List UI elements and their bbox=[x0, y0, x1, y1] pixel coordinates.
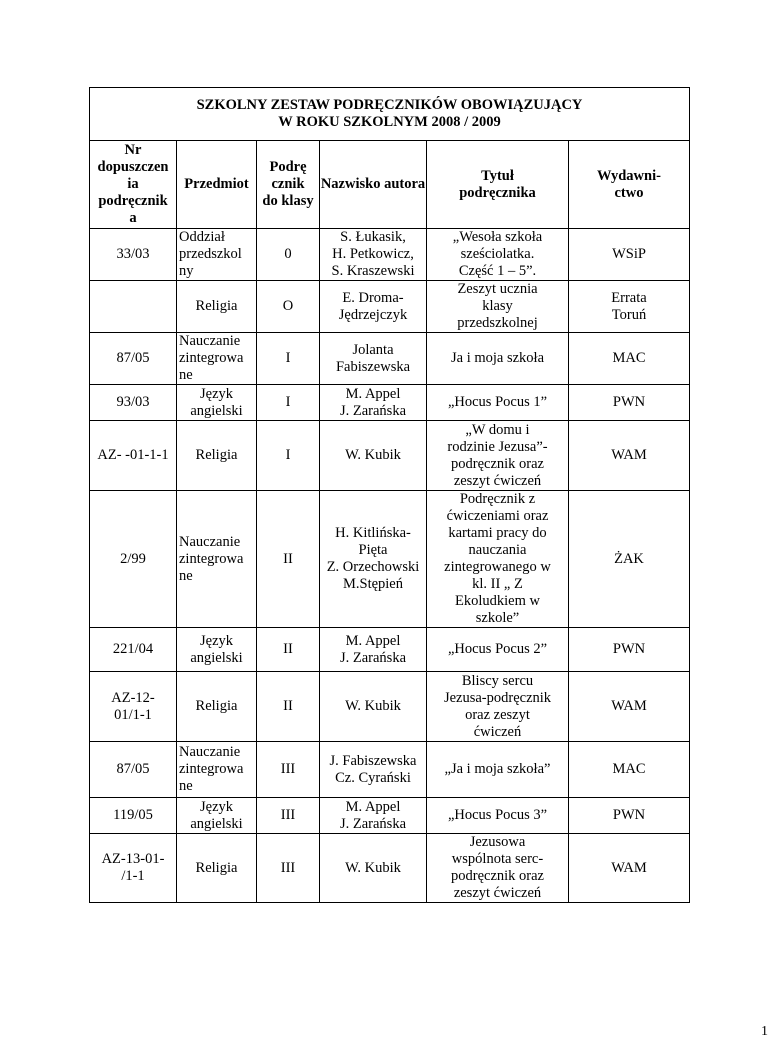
cell-wydawnictwo: MAC bbox=[569, 333, 690, 385]
header-nr: Nr dopuszczen ia podręcznik a bbox=[90, 141, 177, 229]
cell-tytul: „Ja i moja szkoła” bbox=[427, 742, 569, 798]
cell-klasa: 0 bbox=[257, 229, 320, 281]
table-row bbox=[90, 421, 690, 491]
cell-autor: W. Kubik bbox=[320, 672, 427, 742]
cell-nr: 33/03 bbox=[90, 229, 177, 281]
cell-autor: M. Appel J. Zarańska bbox=[320, 628, 427, 672]
table-row bbox=[90, 628, 690, 672]
cell-nr: 93/03 bbox=[90, 385, 177, 421]
cell-tytul: „Wesoła szkoła sześciolatka. Część 1 – 5”. bbox=[427, 229, 569, 281]
cell-nr: 221/04 bbox=[90, 628, 177, 672]
cell-wydawnictwo: ŻAK bbox=[569, 491, 690, 628]
cell-wydawnictwo: Errata Toruń bbox=[569, 281, 690, 333]
cell-przedmiot: Oddział przedszkol ny bbox=[177, 229, 257, 281]
title-line-2: W ROKU SZKOLNYM 2008 / 2009 bbox=[278, 114, 501, 130]
cell-wydawnictwo: WAM bbox=[569, 834, 690, 903]
cell-klasa: III bbox=[257, 798, 320, 834]
cell-autor: M. Appel J. Zarańska bbox=[320, 798, 427, 834]
cell-autor: Jolanta Fabiszewska bbox=[320, 333, 427, 385]
header-tytul: Tytuł podręcznika bbox=[427, 141, 569, 229]
cell-tytul: Bliscy sercu Jezusa-podręcznik oraz zeszyt ćwiczeń bbox=[427, 672, 569, 742]
title-line-1: SZKOLNY ZESTAW PODRĘCZNIKÓW OBOWIĄZUJĄCY bbox=[196, 97, 583, 113]
table-title bbox=[90, 88, 690, 141]
cell-tytul: Podręcznik z ćwiczeniami oraz kartami pracy do nauczania zintegrowanego w kl. II „ Z Ekoludkiem w szkole” bbox=[427, 491, 569, 628]
cell-klasa: I bbox=[257, 421, 320, 491]
cell-przedmiot: Nauczanie zintegrowa ne bbox=[177, 742, 257, 798]
title-row bbox=[90, 88, 690, 141]
table-row bbox=[90, 491, 690, 628]
cell-autor: W. Kubik bbox=[320, 834, 427, 903]
cell-przedmiot: Nauczanie zintegrowa ne bbox=[177, 491, 257, 628]
table-row bbox=[90, 834, 690, 903]
header-klasa: Podrę cznik do klasy bbox=[257, 141, 320, 229]
cell-klasa: I bbox=[257, 333, 320, 385]
page-number: 1 bbox=[761, 1024, 768, 1039]
table-row bbox=[90, 742, 690, 798]
cell-autor: J. Fabiszewska Cz. Cyrański bbox=[320, 742, 427, 798]
cell-autor: S. Łukasik, H. Petkowicz, S. Kraszewski bbox=[320, 229, 427, 281]
cell-przedmiot: Język angielski bbox=[177, 628, 257, 672]
textbook-table bbox=[89, 87, 690, 903]
cell-wydawnictwo: PWN bbox=[569, 628, 690, 672]
cell-przedmiot: Religia bbox=[177, 281, 257, 333]
cell-przedmiot: Religia bbox=[177, 672, 257, 742]
cell-autor: H. Kitlińska- Pięta Z. Orzechowski M.Stępień bbox=[320, 491, 427, 628]
cell-klasa: O bbox=[257, 281, 320, 333]
cell-tytul: „Hocus Pocus 1” bbox=[427, 385, 569, 421]
cell-nr: 87/05 bbox=[90, 333, 177, 385]
cell-nr: 119/05 bbox=[90, 798, 177, 834]
table-row bbox=[90, 672, 690, 742]
cell-tytul: Zeszyt ucznia klasy przedszkolnej bbox=[427, 281, 569, 333]
cell-nr: AZ-13-01- /1-1 bbox=[90, 834, 177, 903]
cell-klasa: III bbox=[257, 742, 320, 798]
cell-nr: AZ- -01-1-1 bbox=[90, 421, 177, 491]
cell-klasa: II bbox=[257, 672, 320, 742]
cell-klasa: II bbox=[257, 491, 320, 628]
cell-nr: 2/99 bbox=[90, 491, 177, 628]
table-row bbox=[90, 385, 690, 421]
header-wydawnictwo: Wydawni- ctwo bbox=[569, 141, 690, 229]
cell-wydawnictwo: MAC bbox=[569, 742, 690, 798]
cell-autor: E. Droma- Jędrzejczyk bbox=[320, 281, 427, 333]
document-page bbox=[89, 87, 768, 1039]
cell-przedmiot: Religia bbox=[177, 421, 257, 491]
table-row bbox=[90, 281, 690, 333]
cell-klasa: III bbox=[257, 834, 320, 903]
cell-autor: M. Appel J. Zarańska bbox=[320, 385, 427, 421]
cell-tytul: Jezusowa wspólnota serc- podręcznik oraz zeszyt ćwiczeń bbox=[427, 834, 569, 903]
header-autor: Nazwisko autora bbox=[320, 141, 427, 229]
table-row bbox=[90, 333, 690, 385]
cell-wydawnictwo: WSiP bbox=[569, 229, 690, 281]
cell-wydawnictwo: WAM bbox=[569, 421, 690, 491]
cell-wydawnictwo: WAM bbox=[569, 672, 690, 742]
cell-nr: 87/05 bbox=[90, 742, 177, 798]
header-row bbox=[90, 141, 690, 229]
cell-nr bbox=[90, 281, 177, 333]
cell-autor: W. Kubik bbox=[320, 421, 427, 491]
table-row bbox=[90, 229, 690, 281]
cell-wydawnictwo: PWN bbox=[569, 798, 690, 834]
cell-tytul: „Hocus Pocus 2” bbox=[427, 628, 569, 672]
cell-tytul: „Hocus Pocus 3” bbox=[427, 798, 569, 834]
cell-tytul: „W domu i rodzinie Jezusa”- podręcznik oraz zeszyt ćwiczeń bbox=[427, 421, 569, 491]
cell-wydawnictwo: PWN bbox=[569, 385, 690, 421]
cell-tytul: Ja i moja szkoła bbox=[427, 333, 569, 385]
cell-przedmiot: Język angielski bbox=[177, 385, 257, 421]
table-body bbox=[90, 229, 690, 903]
cell-nr: AZ-12- 01/1-1 bbox=[90, 672, 177, 742]
cell-klasa: II bbox=[257, 628, 320, 672]
cell-klasa: I bbox=[257, 385, 320, 421]
table-row bbox=[90, 798, 690, 834]
cell-przedmiot: Nauczanie zintegrowa ne bbox=[177, 333, 257, 385]
header-przedmiot: Przedmiot bbox=[177, 141, 257, 229]
cell-przedmiot: Religia bbox=[177, 834, 257, 903]
cell-przedmiot: Język angielski bbox=[177, 798, 257, 834]
